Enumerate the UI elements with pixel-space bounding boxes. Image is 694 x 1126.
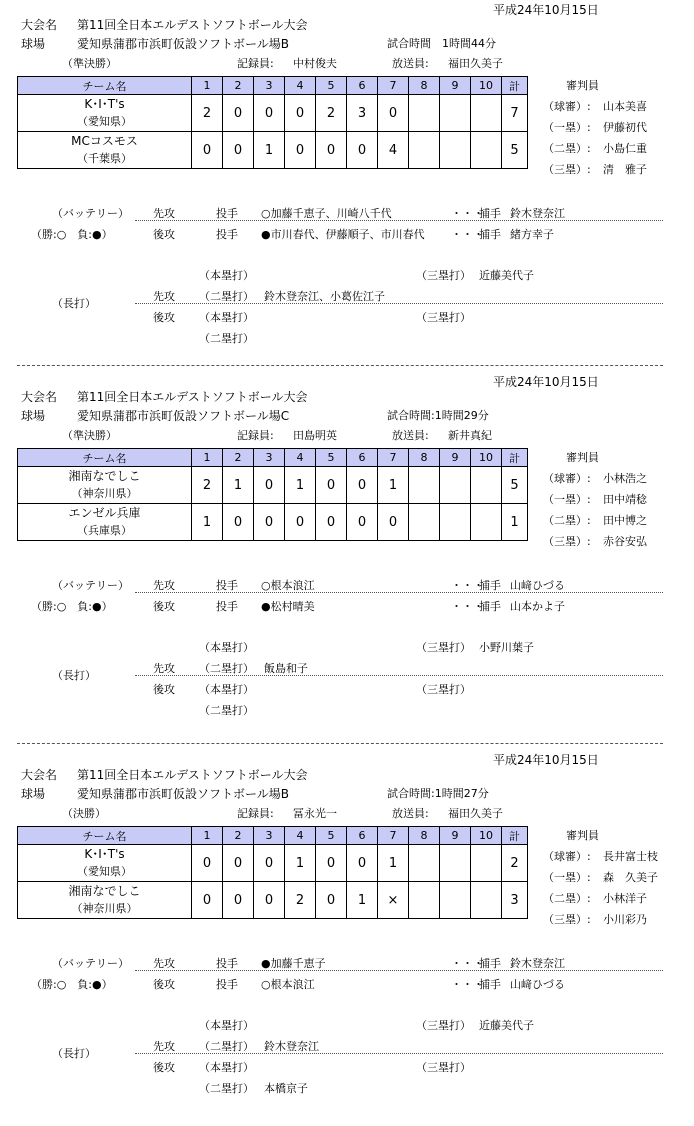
total-score: 2 <box>502 845 528 882</box>
first-attack-catcher: 鈴木登奈江 <box>510 957 565 970</box>
inning-header: 10 <box>471 77 502 95</box>
venue-label: 球場 <box>21 409 46 423</box>
inning-score: 0 <box>254 467 285 504</box>
second-attack-label: 後攻 <box>153 978 175 991</box>
round-label: （準決勝） <box>62 57 117 70</box>
inning-header: 3 <box>254 827 285 845</box>
inning-score <box>409 132 440 169</box>
umpire-name: 小林浩之 <box>603 472 647 485</box>
team-prefecture: （兵庫県） <box>77 524 132 537</box>
umpire-header: 審判員 <box>566 79 599 92</box>
team-cell <box>18 845 192 882</box>
inning-header: 8 <box>409 827 440 845</box>
inning-header: 9 <box>440 827 471 845</box>
inning-score: 2 <box>192 467 223 504</box>
inning-score <box>440 132 471 169</box>
inning-header: 6 <box>347 449 378 467</box>
match-date: 平成24年10月15日 <box>493 753 599 767</box>
venue-name: 愛知県蒲郡市浜町仮設ソフトボール場B <box>77 787 289 801</box>
tournament-name: 第11回全日本エルデストソフトボール大会 <box>77 18 308 32</box>
win-lose-legend: （勝:○ 負:●） <box>31 978 113 991</box>
dotted-line <box>135 970 663 971</box>
broadcaster-label: 放送員: <box>392 807 429 820</box>
first-attack-label: 先攻 <box>153 290 175 303</box>
team-prefecture: （千葉県） <box>77 152 132 165</box>
total-score: 7 <box>502 95 528 132</box>
team-name-header: チーム名 <box>18 77 192 95</box>
inning-score: 0 <box>192 845 223 882</box>
venue-label: 球場 <box>21 787 46 801</box>
team-cell <box>18 882 192 919</box>
umpire-role: （一塁）: <box>543 493 591 506</box>
inning-score: × <box>378 882 409 919</box>
first-attack-catcher: 鈴木登奈江 <box>510 207 565 220</box>
game-block-2 <box>0 372 694 748</box>
game-duration: 試合時間:1時間27分 <box>387 787 489 800</box>
inning-score <box>440 882 471 919</box>
inning-score <box>440 504 471 541</box>
inning-score: 0 <box>285 95 316 132</box>
inning-header: 3 <box>254 77 285 95</box>
inning-score: 0 <box>347 132 378 169</box>
first-attack-label: 先攻 <box>153 207 175 220</box>
inning-header: 1 <box>192 449 223 467</box>
inning-score: 0 <box>223 132 254 169</box>
round-label: （準決勝） <box>62 429 117 442</box>
double-label: （二塁打） <box>199 662 254 675</box>
inning-score: 0 <box>223 845 254 882</box>
inning-score: 0 <box>285 504 316 541</box>
scoreboard-header-row <box>18 77 528 95</box>
first-attack-label: 先攻 <box>153 1040 175 1053</box>
game-block-3 <box>0 750 694 1126</box>
inning-header: 7 <box>378 77 409 95</box>
inning-score: 0 <box>254 845 285 882</box>
home-run-label: （本塁打） <box>199 1019 254 1032</box>
umpire-header: 審判員 <box>566 451 599 464</box>
inning-score: 0 <box>316 504 347 541</box>
total-score: 1 <box>502 504 528 541</box>
inning-score <box>471 504 502 541</box>
broadcaster-name: 新井真紀 <box>448 429 492 442</box>
pitcher-label: 投手 <box>216 579 238 592</box>
second-attack-catcher: 山本かよ子 <box>510 600 565 613</box>
umpire-name: 小林洋子 <box>603 892 647 905</box>
inning-header: 10 <box>471 827 502 845</box>
inning-header: 8 <box>409 77 440 95</box>
venue-label: 球場 <box>21 37 46 51</box>
umpire-role: （二塁）: <box>543 142 591 155</box>
recorder-name: 中村俊夫 <box>293 57 337 70</box>
team-name-header: チーム名 <box>18 449 192 467</box>
game-duration: 試合時間 1時間44分 <box>387 37 496 50</box>
umpire-role: （球審）: <box>543 850 591 863</box>
inning-score <box>440 845 471 882</box>
team-name: K･I･T's <box>84 847 125 861</box>
catcher-label: 捕手 <box>479 579 501 592</box>
inning-header: 6 <box>347 77 378 95</box>
first-triples: 近藤美代子 <box>479 269 534 282</box>
umpire-name: 田中靖稔 <box>603 493 647 506</box>
scoreboard-header-row <box>18 827 528 845</box>
tournament-name: 第11回全日本エルデストソフトボール大会 <box>77 768 308 782</box>
team-name: K･I･T's <box>84 97 125 111</box>
team-name: エンゼル兵庫 <box>68 506 141 520</box>
umpire-name: 清 雅子 <box>603 163 647 176</box>
inning-header: 9 <box>440 449 471 467</box>
team-prefecture: （神奈川県） <box>71 487 138 500</box>
double-label: （二塁打） <box>199 1040 254 1053</box>
broadcaster-name: 福田久美子 <box>448 57 503 70</box>
home-run-label: （本塁打） <box>199 683 254 696</box>
team-prefecture: （神奈川県） <box>71 902 138 915</box>
battery-label: （バッテリー） <box>52 579 129 592</box>
inning-score <box>471 882 502 919</box>
scoreboard-table <box>17 826 528 919</box>
match-date: 平成24年10月15日 <box>493 3 599 17</box>
double-label: （二塁打） <box>199 332 254 345</box>
tournament-label: 大会名 <box>21 768 58 782</box>
total-header: 計 <box>502 449 528 467</box>
second-attack-pitchers: ○根本浪江 <box>261 978 315 991</box>
inning-header: 1 <box>192 827 223 845</box>
catcher-label: 捕手 <box>479 228 501 241</box>
broadcaster-label: 放送員: <box>392 57 429 70</box>
inning-score: 1 <box>378 467 409 504</box>
pitcher-label: 投手 <box>216 228 238 241</box>
venue-name: 愛知県蒲郡市浜町仮設ソフトボール場B <box>77 37 289 51</box>
recorder-name: 田島明英 <box>293 429 337 442</box>
first-attack-pitchers: ●加藤千恵子 <box>261 957 326 970</box>
umpire-header: 審判員 <box>566 829 599 842</box>
first-doubles: 飯島和子 <box>264 662 308 675</box>
team-cell <box>18 467 192 504</box>
inning-header: 7 <box>378 449 409 467</box>
long-hit-label: （長打） <box>52 297 96 310</box>
inning-header: 4 <box>285 77 316 95</box>
total-score: 5 <box>502 132 528 169</box>
inning-header: 8 <box>409 449 440 467</box>
second-attack-label: 後攻 <box>153 228 175 241</box>
round-label: （決勝） <box>62 807 106 820</box>
dotted-line <box>135 220 663 221</box>
catcher-label: 捕手 <box>479 207 501 220</box>
second-doubles: 本橋京子 <box>264 1082 308 1095</box>
dotted-line <box>135 592 663 593</box>
match-date: 平成24年10月15日 <box>493 375 599 389</box>
umpire-role: （二塁）: <box>543 892 591 905</box>
inning-score <box>440 467 471 504</box>
inning-score: 0 <box>223 882 254 919</box>
long-hit-label: （長打） <box>52 1047 96 1060</box>
recorder-name: 冨永光一 <box>293 807 337 820</box>
tournament-label: 大会名 <box>21 18 58 32</box>
umpire-role: （球審）: <box>543 472 591 485</box>
battery-label: （バッテリー） <box>52 957 129 970</box>
catcher-label: 捕手 <box>479 957 501 970</box>
broadcaster-label: 放送員: <box>392 429 429 442</box>
inning-score: 2 <box>316 95 347 132</box>
total-header: 計 <box>502 827 528 845</box>
umpire-name: 小川彩乃 <box>603 913 647 926</box>
total-score: 3 <box>502 882 528 919</box>
inning-header: 5 <box>316 827 347 845</box>
first-attack-label: 先攻 <box>153 579 175 592</box>
home-run-label: （本塁打） <box>199 1061 254 1074</box>
inning-score: 0 <box>316 845 347 882</box>
first-attack-catcher: 山﨑ひづる <box>510 579 565 592</box>
inning-score: 0 <box>254 95 285 132</box>
inning-score <box>471 845 502 882</box>
second-attack-catcher: 山﨑ひづる <box>510 978 565 991</box>
inning-score: 0 <box>316 132 347 169</box>
inning-score: 0 <box>347 845 378 882</box>
inning-score: 1 <box>285 467 316 504</box>
inning-score: 3 <box>347 95 378 132</box>
second-attack-pitchers: ●松村晴美 <box>261 600 315 613</box>
catcher-label: 捕手 <box>479 600 501 613</box>
inning-score: 1 <box>192 504 223 541</box>
triple-label: （三塁打） <box>416 1061 471 1074</box>
triple-label: （三塁打） <box>416 683 471 696</box>
inning-score: 2 <box>285 882 316 919</box>
inning-score: 1 <box>223 467 254 504</box>
inning-score: 0 <box>223 504 254 541</box>
second-attack-label: 後攻 <box>153 311 175 324</box>
home-run-label: （本塁打） <box>199 269 254 282</box>
team-cell <box>18 95 192 132</box>
inning-score <box>409 95 440 132</box>
first-triples: 近藤美代子 <box>479 1019 534 1032</box>
tournament-label: 大会名 <box>21 390 58 404</box>
dots: ・・・ <box>451 600 484 613</box>
second-attack-label: 後攻 <box>153 683 175 696</box>
pitcher-label: 投手 <box>216 207 238 220</box>
first-attack-pitchers: ○加藤千恵子、川崎八千代 <box>261 207 392 220</box>
inning-score: 1 <box>378 845 409 882</box>
scoreboard-header-row <box>18 449 528 467</box>
inning-header: 2 <box>223 449 254 467</box>
triple-label: （三塁打） <box>416 311 471 324</box>
pitcher-label: 投手 <box>216 600 238 613</box>
double-label: （二塁打） <box>199 290 254 303</box>
broadcaster-name: 福田久美子 <box>448 807 503 820</box>
inning-score: 0 <box>378 95 409 132</box>
pitcher-label: 投手 <box>216 978 238 991</box>
umpire-name: 長井富士枝 <box>603 850 658 863</box>
inning-score: 0 <box>347 467 378 504</box>
pitcher-label: 投手 <box>216 957 238 970</box>
inning-header: 5 <box>316 449 347 467</box>
double-label: （二塁打） <box>199 1082 254 1095</box>
inning-score: 0 <box>254 504 285 541</box>
catcher-label: 捕手 <box>479 978 501 991</box>
inning-score: 1 <box>254 132 285 169</box>
umpire-role: （三塁）: <box>543 913 591 926</box>
second-attack-catcher: 緒方幸子 <box>510 228 554 241</box>
inning-score: 0 <box>316 467 347 504</box>
umpire-name: 山本美喜 <box>603 100 647 113</box>
venue-name: 愛知県蒲郡市浜町仮設ソフトボール場C <box>77 409 290 423</box>
second-attack-label: 後攻 <box>153 1061 175 1074</box>
umpire-role: （三塁）: <box>543 535 591 548</box>
second-attack-pitchers: ●市川春代、伊藤順子、市川春代 <box>261 228 425 241</box>
umpire-name: 赤谷安弘 <box>603 535 647 548</box>
inning-score: 0 <box>223 95 254 132</box>
triple-label: （三塁打） <box>416 1019 471 1032</box>
double-label: （二塁打） <box>199 704 254 717</box>
inning-score: 4 <box>378 132 409 169</box>
inning-header: 10 <box>471 449 502 467</box>
game-duration: 試合時間:1時間29分 <box>387 409 489 422</box>
inning-score: 0 <box>254 882 285 919</box>
team-name-header: チーム名 <box>18 827 192 845</box>
first-doubles: 鈴木登奈江 <box>264 1040 319 1053</box>
team-prefecture: （愛知県） <box>77 115 132 128</box>
inning-score: 0 <box>378 504 409 541</box>
inning-score: 2 <box>192 95 223 132</box>
home-run-label: （本塁打） <box>199 311 254 324</box>
inning-score <box>440 95 471 132</box>
first-attack-label: 先攻 <box>153 957 175 970</box>
team-name: 湘南なでしこ <box>68 884 141 898</box>
inning-header: 2 <box>223 77 254 95</box>
dots: ・・・ <box>451 207 484 220</box>
inning-header: 7 <box>378 827 409 845</box>
first-attack-pitchers: ○根本浪江 <box>261 579 315 592</box>
inning-score: 1 <box>285 845 316 882</box>
team-prefecture: （愛知県） <box>77 865 132 878</box>
inning-header: 9 <box>440 77 471 95</box>
second-attack-label: 後攻 <box>153 600 175 613</box>
section-separator <box>17 743 663 744</box>
inning-header: 4 <box>285 449 316 467</box>
first-triples: 小野川葉子 <box>479 641 534 654</box>
inning-score <box>471 467 502 504</box>
scoreboard-table <box>17 448 528 541</box>
win-lose-legend: （勝:○ 負:●） <box>31 228 113 241</box>
dotted-line <box>135 1053 663 1054</box>
inning-score <box>409 882 440 919</box>
inning-header: 1 <box>192 77 223 95</box>
inning-score: 0 <box>347 504 378 541</box>
dots: ・・・ <box>451 228 484 241</box>
dotted-line <box>135 675 663 676</box>
recorder-label: 記録員: <box>237 807 274 820</box>
inning-score: 0 <box>192 132 223 169</box>
umpire-role: （球審）: <box>543 100 591 113</box>
inning-score <box>471 132 502 169</box>
team-cell <box>18 504 192 541</box>
dots: ・・・ <box>451 957 484 970</box>
inning-score: 0 <box>192 882 223 919</box>
inning-header: 3 <box>254 449 285 467</box>
tournament-name: 第11回全日本エルデストソフトボール大会 <box>77 390 308 404</box>
dots: ・・・ <box>451 579 484 592</box>
inning-header: 4 <box>285 827 316 845</box>
scoreboard-table <box>17 76 528 169</box>
game-block-1 <box>0 0 694 376</box>
inning-header: 5 <box>316 77 347 95</box>
inning-score: 0 <box>285 132 316 169</box>
inning-score <box>409 467 440 504</box>
umpire-role: （二塁）: <box>543 514 591 527</box>
dots: ・・・ <box>451 978 484 991</box>
triple-label: （三塁打） <box>416 269 471 282</box>
home-run-label: （本塁打） <box>199 641 254 654</box>
long-hit-label: （長打） <box>52 669 96 682</box>
team-name: 湘南なでしこ <box>68 469 141 483</box>
inning-score <box>409 845 440 882</box>
team-name: MCコスモス <box>71 134 138 148</box>
triple-label: （三塁打） <box>416 641 471 654</box>
first-doubles: 鈴木登奈江、小葛佐江子 <box>264 290 385 303</box>
umpire-name: 田中博之 <box>603 514 647 527</box>
umpire-role: （一塁）: <box>543 121 591 134</box>
battery-label: （バッテリー） <box>52 207 129 220</box>
inning-score: 0 <box>316 882 347 919</box>
total-header: 計 <box>502 77 528 95</box>
umpire-name: 小島仁重 <box>603 142 647 155</box>
inning-score <box>409 504 440 541</box>
section-separator <box>17 365 663 366</box>
umpire-name: 森 久美子 <box>603 871 658 884</box>
umpire-role: （一塁）: <box>543 871 591 884</box>
inning-header: 2 <box>223 827 254 845</box>
umpire-name: 伊藤初代 <box>603 121 647 134</box>
first-attack-label: 先攻 <box>153 662 175 675</box>
inning-score: 1 <box>347 882 378 919</box>
recorder-label: 記録員: <box>237 429 274 442</box>
team-cell <box>18 132 192 169</box>
recorder-label: 記録員: <box>237 57 274 70</box>
dotted-line <box>135 303 663 304</box>
inning-score <box>471 95 502 132</box>
umpire-role: （三塁）: <box>543 163 591 176</box>
win-lose-legend: （勝:○ 負:●） <box>31 600 113 613</box>
inning-header: 6 <box>347 827 378 845</box>
total-score: 5 <box>502 467 528 504</box>
